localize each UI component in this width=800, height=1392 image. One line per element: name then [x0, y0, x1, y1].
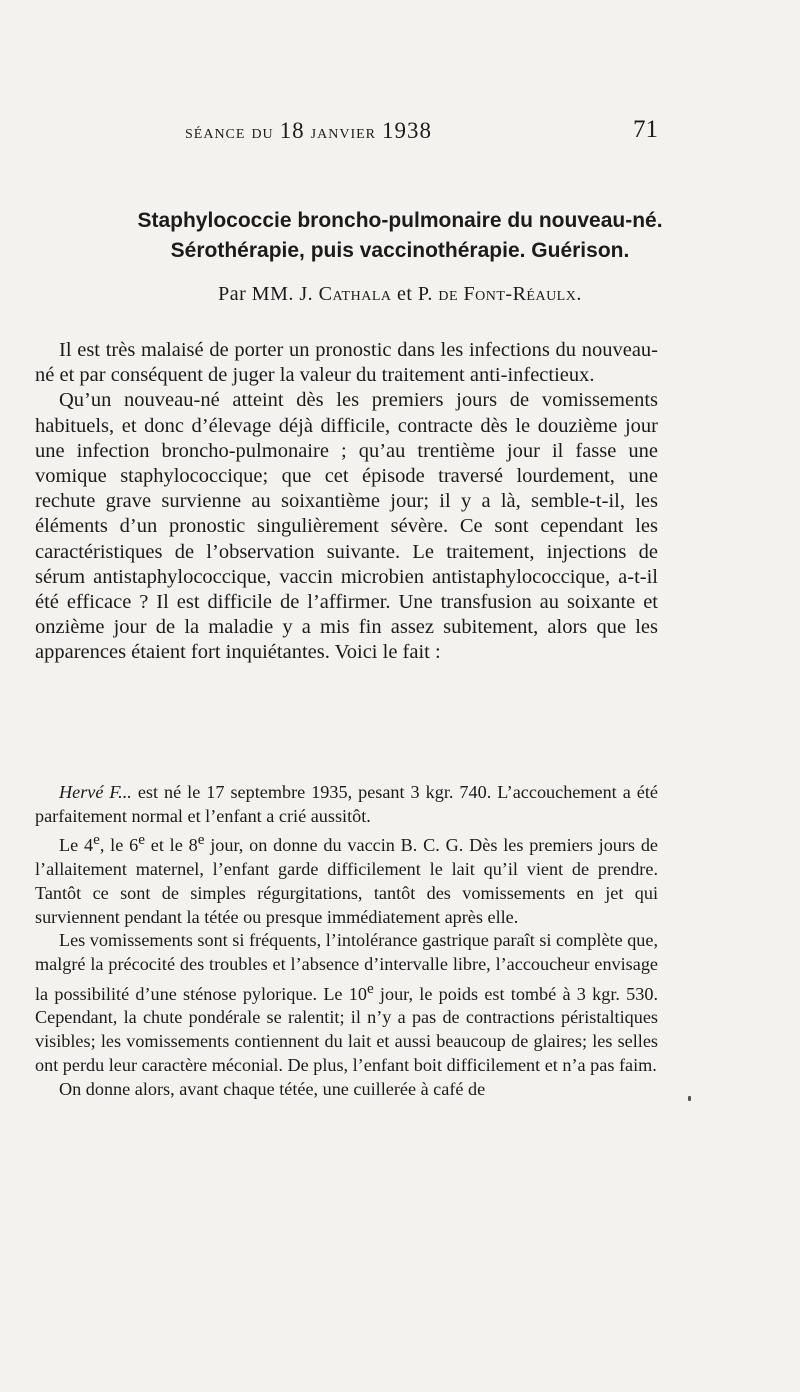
running-header: [0, 118, 800, 148]
article-title: [40, 206, 760, 266]
case-paragraph-3: Les vomissements sont si fréquents, l’intolérance gastrique paraît si complète que, malgré la précocité des troubles et l’absence d’intervalle libre, l’accoucheur envisage la possibilité d’une sténose pylorique. Le 10e jour, le poids est tombé à 3 kgr. 530. Cependant, la chute pondérale se ralentit; il n’y a pas de contractions péristaltiques visibles; les vomissements contiennent du lait et aussi beaucoup de glaires; les selles ont perdu leur caractère méconial. De plus, l’enfant boit difficilement et n’a pas faim.: [35, 930, 659, 1075]
byline: Par MM. J. Cathala et P. de Font-Réaulx.: [218, 283, 582, 305]
body-paragraph-2: Qu’un nouveau-né atteint dès les premiers jours de vomissements habituels, et donc d’élevage déjà difficile, contracte dès le douzième jour une infection broncho-pulmonaire ; qu’au trentième jour il fasse une vomique staphylococcique; que cet épisode traversé lourdement, une rechute grave survienne au soixantième jour; il y a là, semble-t-il, les éléments d’un pronostic singulièrement sévère. Ce sont cependant les caractéristiques de l’observation suivante. Le traitement, injections de sérum antistaphylococcique, vaccin microbien antistaphylococcique, a-t-il été efficace ? Il est difficile de l’affirmer. Une transfusion au soixante et onzième jour de la maladie y a mis fin assez subitement, alors que les apparences étaient fort inquiétantes. Voici le fait :: [35, 389, 658, 664]
ink-speck: [688, 1096, 691, 1101]
patient-name: Hervé F...: [59, 782, 132, 802]
title-line-2: Sérothérapie, puis vaccinothérapie. Guérison.: [170, 239, 630, 262]
author-cathala: Cathala: [318, 283, 392, 305]
page-number: 71: [633, 116, 658, 143]
running-head-title: séance du 18 janvier 1938: [185, 118, 433, 143]
author-font-reaulx: Font-Réaulx.: [463, 283, 582, 305]
case-paragraph-4: On donne alors, avant chaque tétée, une cuillerée à café de: [59, 1078, 486, 1099]
body-paragraph-1: Il est très malaisé de porter un pronostic dans les infections du nouveau-né et par conséquent de juger la valeur du traitement anti-infectieux.: [35, 339, 658, 387]
case-paragraph-2: Le 4e, le 6e et le 8e jour, on donne du vaccin B. C. G. Dès les premiers jours de l’allaitement maternel, l’enfant garde difficilement le lait qu’il vient de prendre. Tantôt ce sont de simples régurgitations, tantôt des vomissements en jet qui surviennent pendant la tétée ou presque immédiatement après elle.: [35, 831, 658, 927]
title-line-1: Staphylococcie broncho-pulmonaire du nouveau-né.: [137, 209, 663, 232]
case-paragraph-1: Hervé F... est né le 17 septembre 1935, pesant 3 kgr. 740. L’accouchement a été parfaitement normal et l’enfant a crié aussitôt.: [35, 782, 658, 826]
case-report: [35, 781, 658, 1101]
article-body: [35, 338, 658, 666]
